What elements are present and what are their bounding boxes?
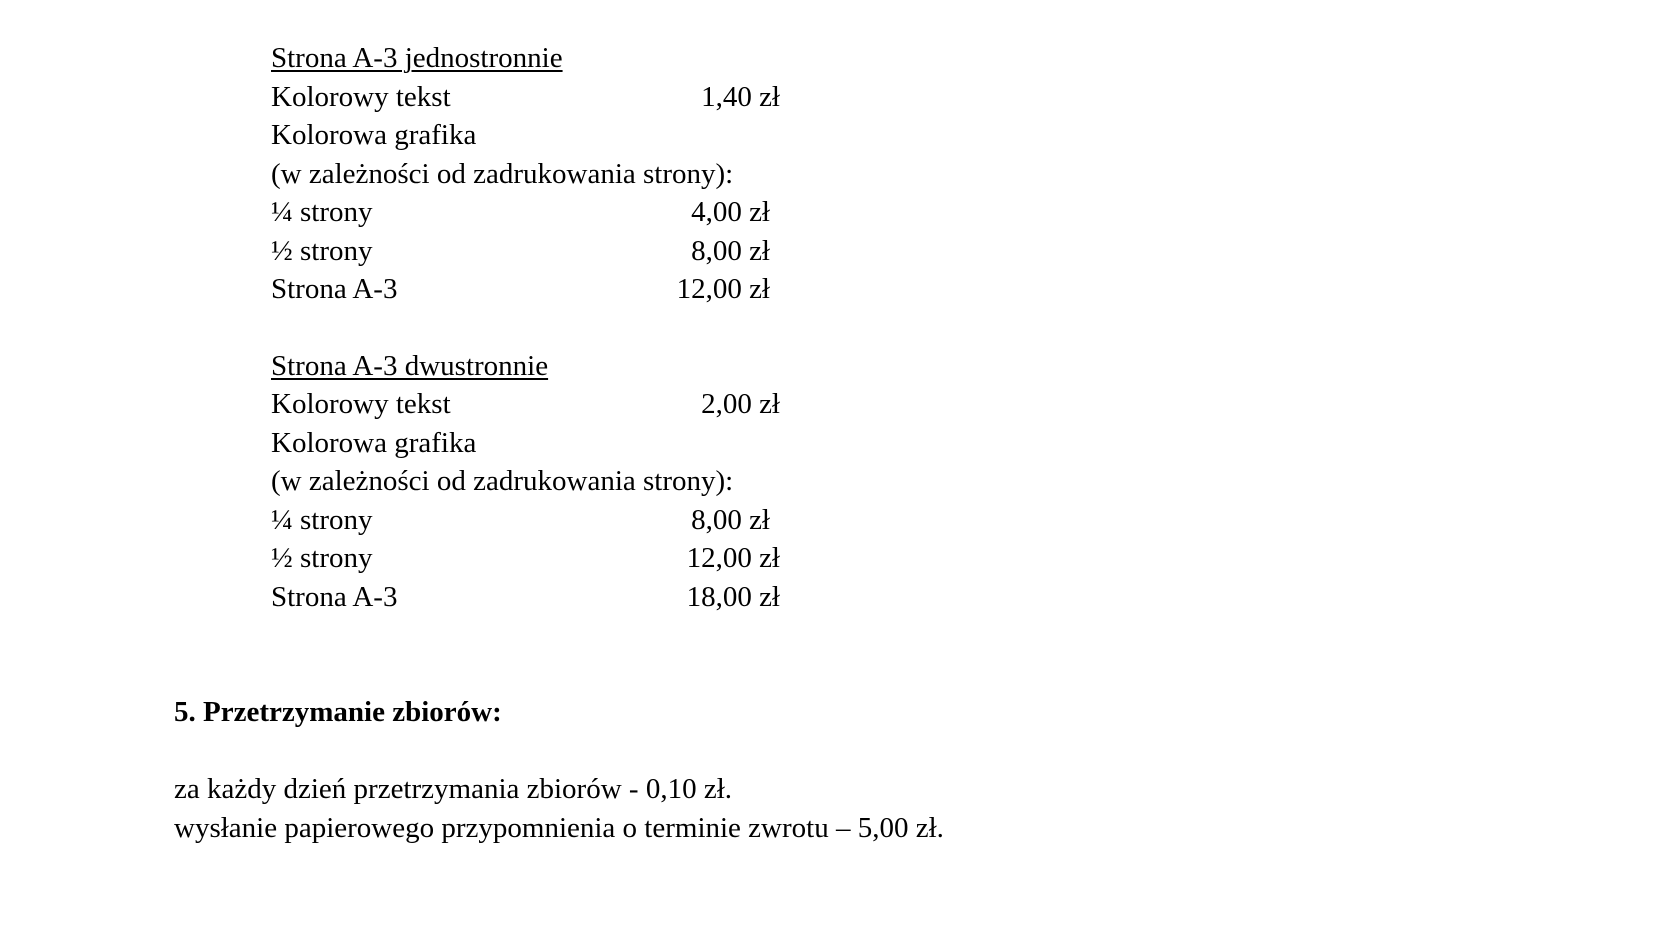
- a3-double-coverage-note: (w zależności od zadrukowania strony):: [271, 465, 734, 497]
- a3-double-row-label: ¼ strony: [271, 504, 373, 536]
- a3-single-row-label: Strona A-3: [271, 273, 398, 305]
- a3-double-row-price: 12,00 zł: [686, 542, 780, 574]
- a3-single-color-graphics-label: Kolorowa grafika: [271, 119, 477, 151]
- a3-double-color-text-price: 2,00 zł: [701, 388, 780, 420]
- a3-single-row-price: 12,00 zł: [676, 273, 770, 305]
- a3-single-coverage-note: (w zależności od zadrukowania strony):: [271, 158, 734, 190]
- a3-single-color-text-label: Kolorowy tekst: [271, 81, 451, 113]
- a3-double-color-text-label: Kolorowy tekst: [271, 388, 451, 420]
- a3-double-row-label: Strona A-3: [271, 581, 398, 613]
- a3-single-row-label: ¼ strony: [271, 196, 373, 228]
- section-5-line: wysłanie papierowego przypomnienia o terminie zwrotu – 5,00 zł.: [174, 812, 944, 844]
- a3-double-color-graphics-label: Kolorowa grafika: [271, 427, 477, 459]
- a3-single-heading: Strona A-3 jednostronnie: [271, 42, 563, 74]
- a3-double-heading: Strona A-3 dwustronnie: [271, 350, 549, 382]
- a3-double-row-price: 8,00 zł: [691, 504, 770, 536]
- a3-single-row-label: ½ strony: [271, 235, 373, 267]
- a3-single-color-text-price: 1,40 zł: [701, 81, 780, 113]
- section-5-heading: 5. Przetrzymanie zbiorów:: [174, 696, 502, 728]
- a3-double-row-price: 18,00 zł: [686, 581, 780, 613]
- a3-double-row-label: ½ strony: [271, 542, 373, 574]
- a3-single-row-price: 8,00 zł: [691, 235, 770, 267]
- a3-single-row-price: 4,00 zł: [691, 196, 770, 228]
- section-5-line: za każdy dzień przetrzymania zbiorów - 0,10 zł.: [174, 773, 732, 805]
